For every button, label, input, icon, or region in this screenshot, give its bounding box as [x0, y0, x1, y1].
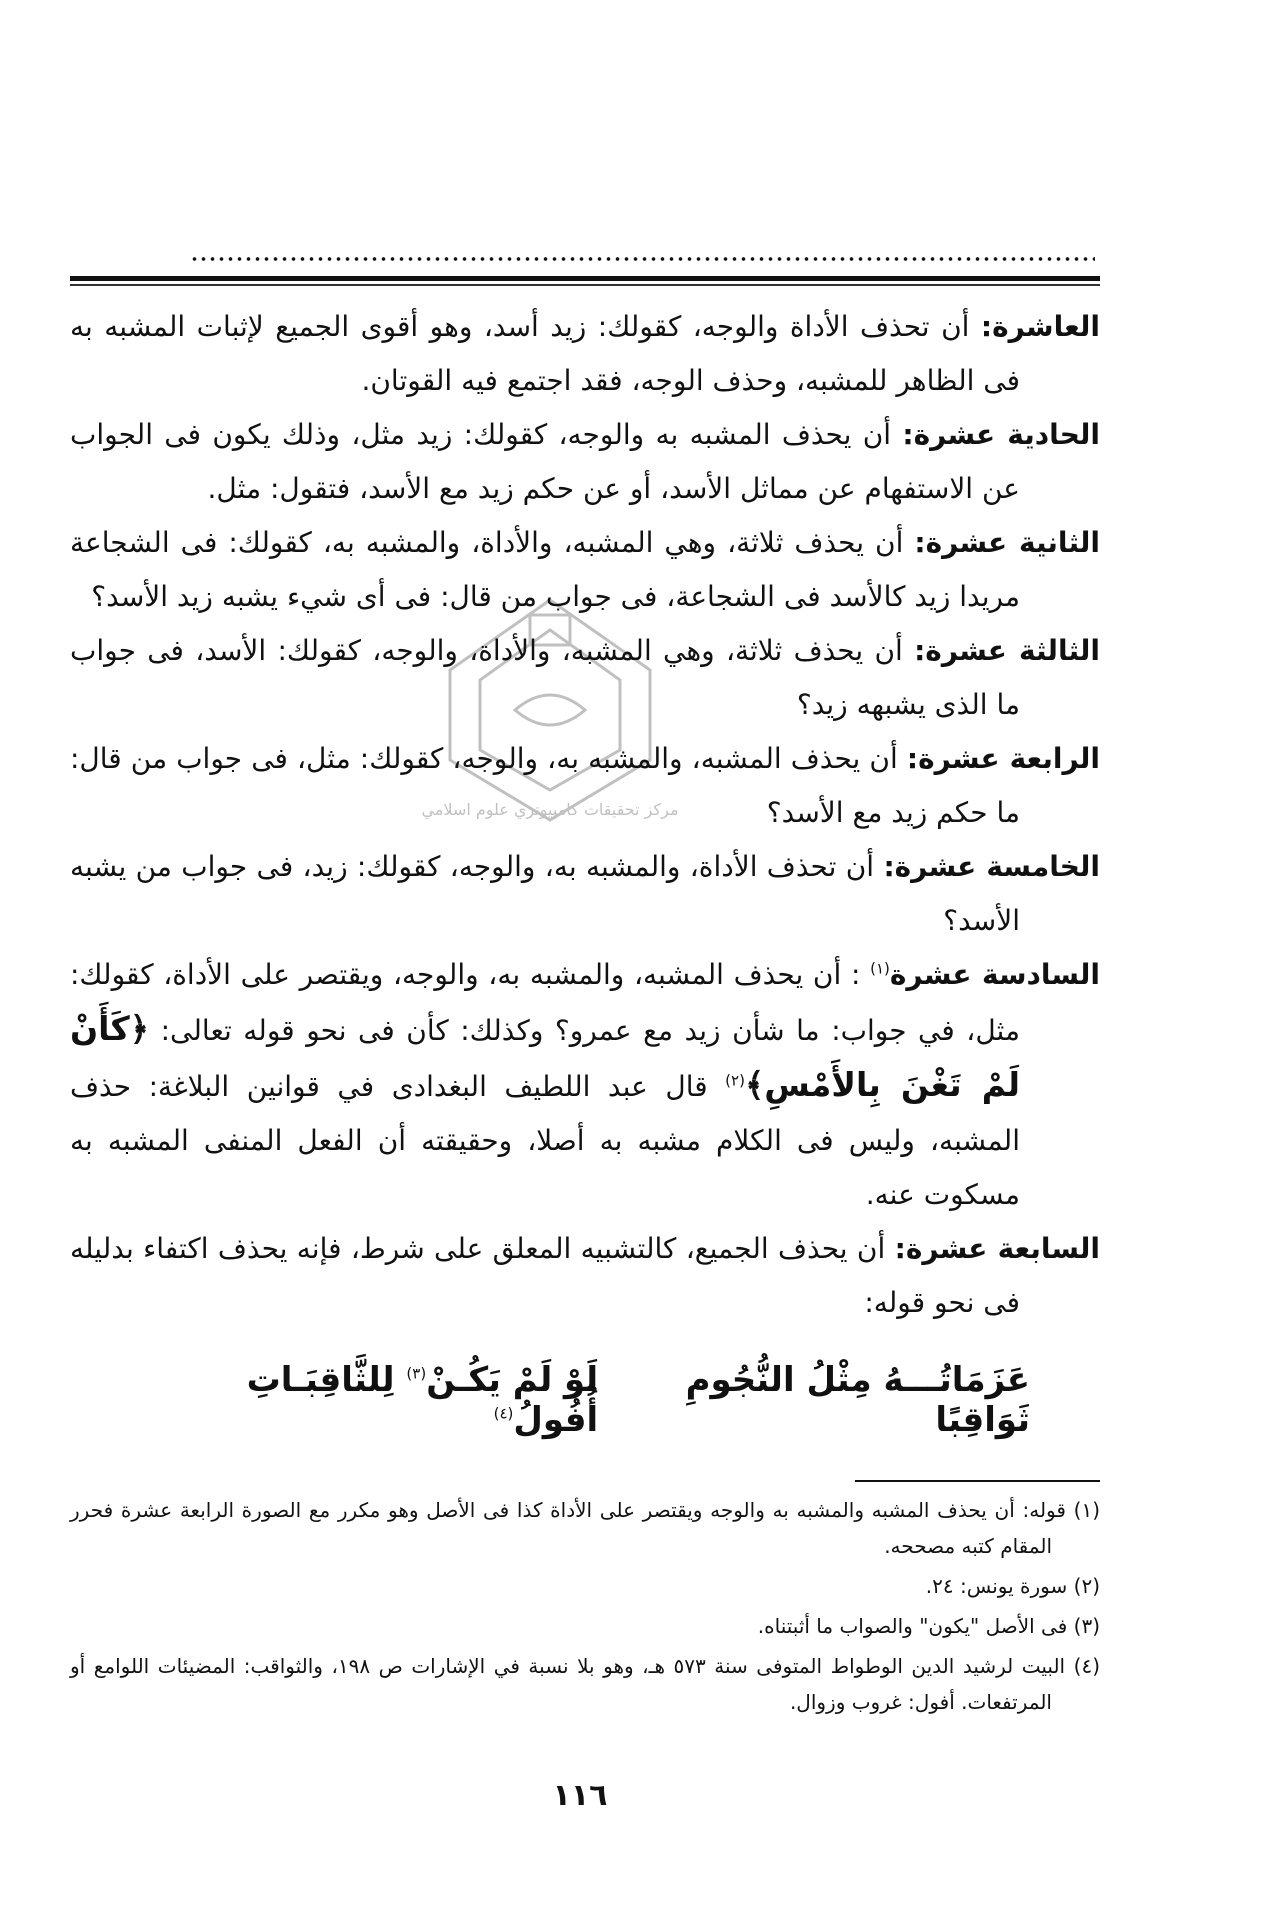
item-text: : أن يحذف المشبه، والمشبه به، والوجه، ويقتصر على الأداة، كقولك: مثل، في جواب: ما شأن زيد مع عمرو؟ وكذلك: كأن فى نحو قوله تعالى: — [70, 958, 1020, 1047]
item-text: أن يحذف الجميع، كالتشبيه المعلق على شرط، فإنه يحذف اكتفاء بدليله فى نحو قوله: — [70, 1232, 1020, 1319]
footnote-ref[interactable]: (٣) — [406, 1364, 427, 1383]
footnote-ref[interactable]: (٤) — [493, 1404, 514, 1423]
item-text: أن يحذف ثلاثة، وهي المشبه، والأداة، والمشبه به، كقولك: فى الشجاعة مريدا زيد كالأسد فى الشجاعة، فى جواب من قال: فى أى شيء يشبه زيد الأسد؟ — [70, 526, 1020, 613]
page-number: ١١٦ — [552, 1778, 608, 1813]
footnote — [70, 1608, 1100, 1644]
footnote-number: (٢) — [1073, 1574, 1100, 1598]
item-label: الثانية عشرة: — [914, 526, 1100, 559]
poetry-verse — [150, 1360, 1030, 1440]
list-item — [70, 732, 1100, 840]
footnote — [70, 1492, 1100, 1564]
verse-first-hemistich: عَزَمَاتُـــهُ مِثْلُ النُّجُومِ ثَوَاقِبًا — [685, 1360, 1030, 1440]
verse-part: لَوْ لَمْ يَكُـنْ — [426, 1360, 599, 1400]
verse-second-hemistich — [150, 1360, 598, 1440]
footnote-ref[interactable]: (٢) — [725, 1071, 745, 1090]
header-rule-thin — [70, 284, 1100, 286]
verse-part: لِلثَّاقِبَـاتِ أُفُولُ — [246, 1360, 599, 1440]
footnote — [70, 1648, 1100, 1720]
item-text: أن يحذف المشبه به والوجه، كقولك: زيد مثل، وذلك يكون فى الجواب عن الاستفهام عن مماثل الأسد، أو عن حكم زيد مع الأسد، فتقول: مثل. — [70, 418, 1020, 505]
footnote-text: سورة يونس: ٢٤. — [925, 1574, 1068, 1598]
item-text: أن تحذف الأداة، والمشبه به، والوجه، كقولك: زيد، فى جواب من يشبه الأسد؟ — [70, 850, 1020, 937]
footnote-text: فى الأصل "يكون" والصواب ما أثبتناه. — [757, 1614, 1068, 1638]
item-label: السابعة عشرة: — [894, 1232, 1100, 1265]
footnote-number: (١) — [1073, 1498, 1100, 1522]
list-item — [70, 948, 1100, 1222]
list-item — [70, 624, 1100, 732]
watermark-text: مركز تحقيقات كامپيوتري علوم اسلامي — [421, 800, 679, 819]
item-label: السادسة عشرة — [889, 958, 1100, 991]
list-item — [70, 300, 1100, 408]
main-text — [70, 300, 1100, 1330]
item-label: الرابعة عشرة: — [906, 742, 1101, 775]
item-label: الحادية عشرة: — [902, 418, 1100, 451]
list-item — [70, 408, 1100, 516]
footnote-text: قوله: أن يحذف المشبه والمشبه به والوجه ويقتصر على الأداة كذا فى الأصل وهو مكرر مع الصورة الرابعة عشرة فحرر المقام كتبه مصححه. — [70, 1498, 1066, 1558]
list-item — [70, 516, 1100, 624]
footnotes — [70, 1492, 1100, 1724]
footnote-ref[interactable]: (١) — [870, 959, 890, 978]
quran-quote: ﴿كَأَنْ لَمْ تَغْنَ بِالأَمْسِ﴾ — [70, 1009, 1020, 1104]
footnote-number: (٤) — [1073, 1654, 1100, 1678]
item-text: أن تحذف الأداة والوجه، كقولك: زيد أسد، وهو أقوى الجميع لإثبات المشبه به فى الظاهر للمشبه، وحذف الوجه، فقد اجتمع فيه القوتان. — [70, 310, 1020, 397]
item-text: أن يحذف ثلاثة، وهي المشبه، والأداة، والوجه، كقولك: الأسد، فى جواب ما الذى يشبهه زيد؟ — [70, 634, 1020, 721]
footnote — [70, 1568, 1100, 1604]
header-rule-thick — [70, 276, 1100, 281]
header-dotted-rule — [190, 256, 1095, 262]
item-label: الثالثة عشرة: — [914, 634, 1100, 667]
item-label: الخامسة عشرة: — [883, 850, 1101, 883]
list-item — [70, 1222, 1100, 1330]
footnote-number: (٣) — [1073, 1614, 1100, 1638]
item-label: العاشرة: — [980, 310, 1100, 343]
item-text: أن يحذف المشبه، والمشبه به، والوجه، كقولك: مثل، فى جواب من قال: ما حكم زيد مع الأسد؟ — [70, 742, 1020, 829]
footnote-separator — [855, 1480, 1100, 1482]
list-item — [70, 840, 1100, 948]
item-text: قال عبد اللطيف البغدادى في قوانين البلاغة: حذف المشبه، وليس فى الكلام مشبه به أصلا، وحقيقته أن الفعل المنفى المشبه به مسكوت عنه. — [70, 1070, 1020, 1211]
footnote-text: البيت لرشيد الدين الوطواط المتوفى سنة ٥٧٣ هـ، وهو بلا نسبة في الإشارات ص ١٩٨، والثواقب: المضيئات اللوامع أو المرتفعات. أفول: غروب وزوال. — [70, 1654, 1066, 1714]
